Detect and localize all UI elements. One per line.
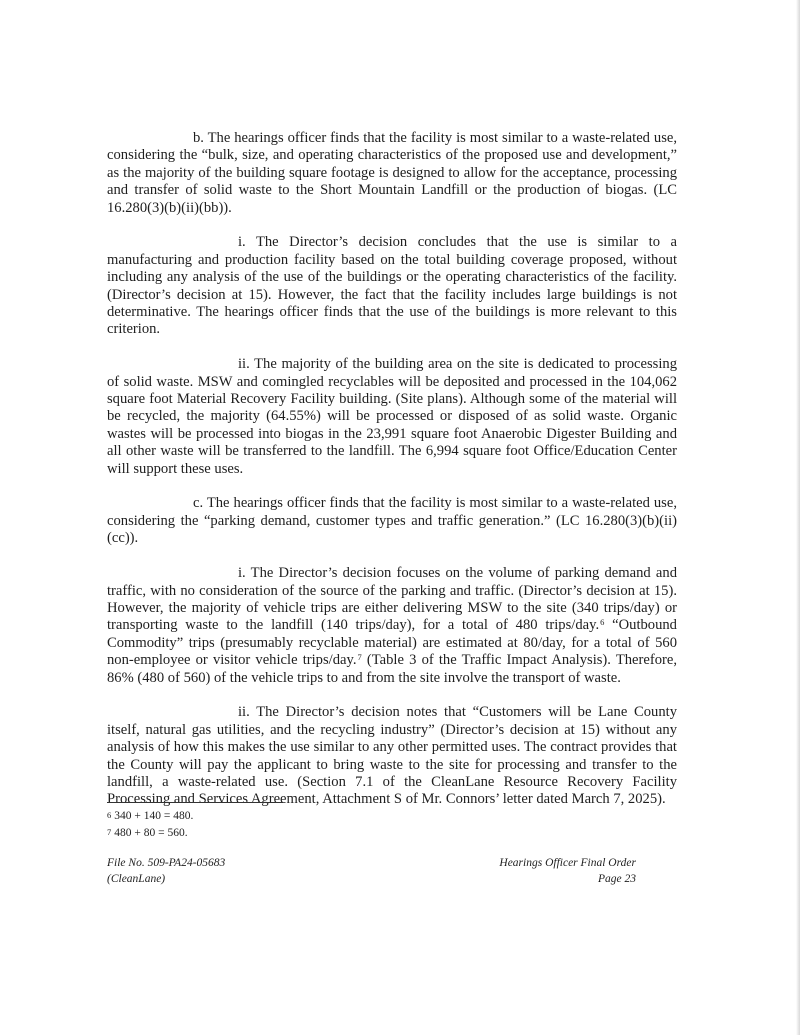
- footer-project-name: (CleanLane): [107, 872, 166, 885]
- footnote-ref-7[interactable]: 7: [357, 652, 362, 663]
- footnote-7: [107, 825, 193, 842]
- footnote-number: 6: [107, 810, 112, 820]
- footnote-separator: [107, 802, 283, 803]
- footnote-number: 7: [107, 826, 112, 837]
- footer-document-info: [499, 856, 636, 887]
- paragraph-c-i-text-2: “Outbound Commodity” trips (presumably recyclable material) are estimated at 80/day, for a total of 560 non-employee or visitor vehicle trips/day.: [107, 617, 677, 669]
- paragraph-b-ii: ii. The majority of the building area on the site is dedicated to processing of solid waste. MSW and comingled recyclables will be deposited and processed in the 104,062 square foot Material Recovery Facility building. (Site plans). Although some of the material will be recycled, the majority (64.55%) will be processed or disposed of as solid waste. Organic wastes will be processed into biogas in the 23,991 square foot Anaerobic Digester Building and all other waste will be transferred to the landfill. The 6,994 square foot Office/Education Center will support these uses.: [107, 356, 677, 477]
- footnote-ref-6[interactable]: 6: [600, 617, 605, 628]
- scan-edge-shadow: [796, 0, 800, 1035]
- paragraph-c-ii: ii. The Director’s decision notes that “Customers will be Lane County itself, natural gas utilities, and the recycling industry” (Director’s decision at 15) without any analysis of how this makes the use similar to any other permitted uses. The contract provides that the County will pay the applicant to bring waste to the site for processing and transfer to the landfill, a waste-related use. (Section 7.1 of the CleanLane Resource Recovery Facility Processing and Services Agreement, Attachment S of Mr. Connors’ letter dated March 7, 2025).: [107, 704, 677, 808]
- footer-file-number: File No. 509-PA24-05683: [107, 857, 226, 869]
- footer-page-number: Page 23: [597, 872, 636, 885]
- footnote-text: 480 + 80 = 560.: [114, 826, 188, 839]
- footnote-6: [107, 808, 193, 825]
- footnotes: [107, 808, 193, 841]
- paragraph-c-i-text-1: i. The Director’s decision focuses on the volume of parking demand and traffic, with no consideration of the source of the parking and traffic. (Director’s decision at 15). However, the majority of vehicle trips are either delivering MSW to the site (340 trips/day) or transporting waste to the landfill (140 trips/day), for a total of 480 trips/day.: [107, 565, 677, 634]
- order-body: [107, 130, 677, 826]
- footer-document-title: Hearings Officer Final Order: [499, 857, 636, 869]
- footnote-text: 340 + 140 = 480.: [114, 810, 194, 822]
- paragraph-c-i: [107, 565, 677, 687]
- paragraph-b-i: i. The Director’s decision concludes that the use is similar to a manufacturing and production facility based on the total building coverage proposed, without including any analysis of the use of the buildings or the operating characteristics of the facility. (Director’s decision at 15). However, the fact that the facility includes large buildings is not determinative. The hearings officer finds that the use of the buildings is more relevant to this criterion.: [107, 234, 677, 338]
- paragraph-c: c. The hearings officer finds that the facility is most similar to a waste-related use, considering the “parking demand, customer types and traffic generation.” (LC 16.280(3)(b)(ii)(cc)).: [107, 495, 677, 547]
- paragraph-b: b. The hearings officer finds that the facility is most similar to a waste-related use, considering the “bulk, size, and operating characteristics of the proposed use and development,” as the majority of the building square footage is designed to allow for the acceptance, processing and transfer of solid waste to the Short Mountain Landfill or the production of biogas. (LC 16.280(3)(b)(ii)(bb)).: [107, 130, 677, 216]
- footer-file-info: [107, 856, 225, 887]
- paragraph-c-i-text-3: (Table 3 of the Traffic Impact Analysis). Therefore, 86% (480 of 560) of the vehicle trips to and from the site involve the transport of waste.: [107, 652, 678, 686]
